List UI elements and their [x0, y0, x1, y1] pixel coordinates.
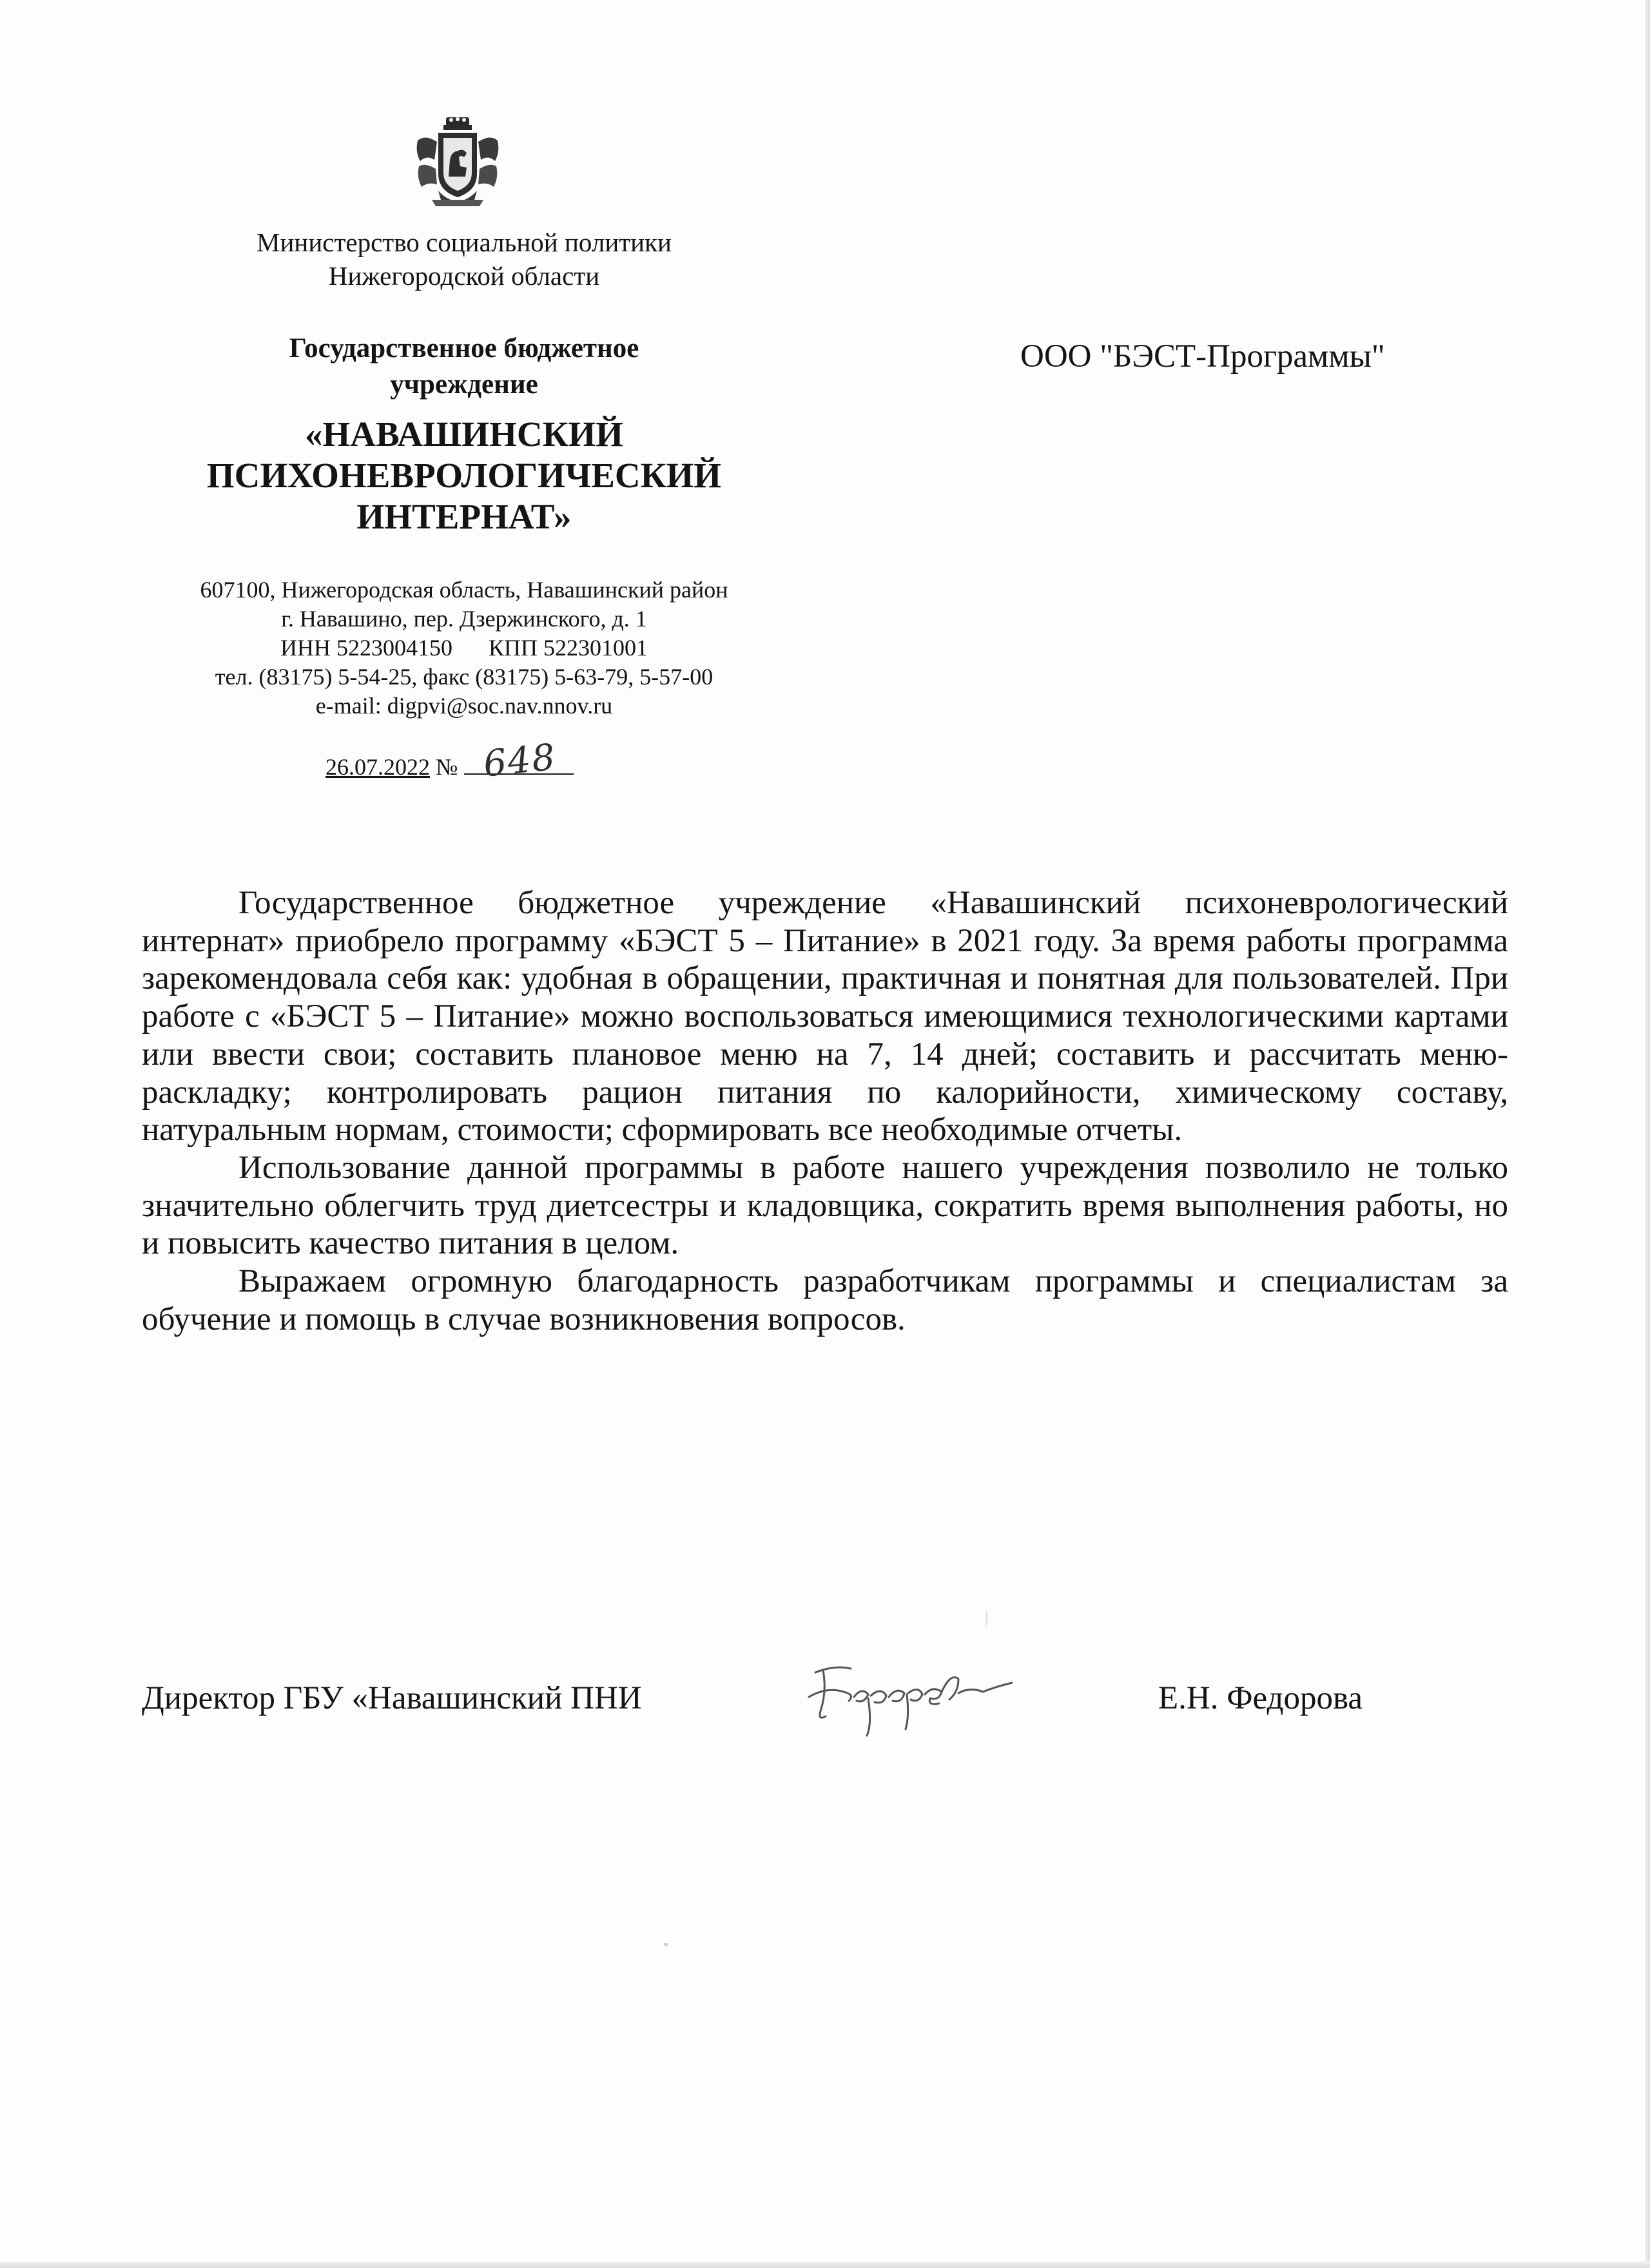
org-name-line: ИНТЕРНАТ» — [356, 497, 572, 536]
document-date: 26.07.2022 — [325, 754, 430, 780]
scan-mark — [986, 1611, 987, 1625]
body-paragraph: Использование данной программы в работе нашего учреждения позволило не только значительно облегчить труд диетсестры и кладовщика, сократить время выполнения работы, но и повысить качество питания в целом. — [142, 1149, 1508, 1262]
ministry-heading — [142, 226, 786, 293]
org-name-line: ПСИХОНЕВРОЛОГИЧЕСКИЙ — [206, 456, 722, 495]
phone-line: тел. (83175) 5-54-25, факс (83175) 5-63-79, 5-57-00 — [215, 664, 713, 690]
org-type-line: Государственное бюджетное — [289, 333, 639, 363]
org-type-line: учреждение — [390, 369, 538, 400]
tax-ids — [142, 634, 786, 663]
body-paragraph: Государственное бюджетное учреждение «Навашинский психоневрологический интернат» приобрело программу «БЭСТ 5 – Питание» в 2021 году. За время работы программа зарекомендовала себя как: удобная в обращении, практичная и понятная для пользователей. При работе с «БЭСТ 5 – Питание» можно воспользоваться имеющимися технологическими картами или ввести свои; составить плановое меню на 7, 14 дней; составить и рассчитать меню-раскладку; контролировать рацион питания по калорийности, химическому составу, натуральным нормам, стоимости; сформировать все необходимые отчеты. — [142, 885, 1508, 1149]
signatory-title: Директор ГБУ «Навашинский ПНИ — [142, 1680, 642, 1716]
page-edge-shadow — [1645, 0, 1650, 2268]
ministry-line: Министерство социальной политики — [257, 228, 672, 257]
handwritten-registration-number: 648 — [481, 736, 558, 786]
email-line: e-mail: digpvi@soc.nav.nnov.ru — [315, 693, 613, 719]
address-line: г. Навашино, пер. Дзержинского, д. 1 — [281, 606, 647, 632]
signatory-name: Е.Н. Федорова — [1158, 1680, 1363, 1716]
region-line: Нижегородской области — [328, 261, 600, 291]
number-label: № — [436, 754, 458, 780]
kpp-text: КПП 522301001 — [488, 635, 648, 661]
address-line: 607100, Нижегородская область, Навашинский район — [200, 577, 728, 603]
organization-name — [142, 414, 786, 538]
letter-body — [142, 884, 1508, 1338]
organization-contacts — [142, 576, 786, 721]
organization-type — [142, 331, 786, 403]
handwritten-signature — [790, 1647, 1034, 1743]
recipient: ООО "БЭСТ-Программы" — [1020, 338, 1385, 374]
inn-text: ИНН 5223004150 — [280, 635, 452, 661]
body-paragraph: Выражаем огромную благодарность разработчикам программы и специалистам за обучение и помощь в случае возникновения вопросов. — [142, 1263, 1508, 1337]
org-name-line: «НАВАШИНСКИЙ — [304, 414, 624, 454]
page-bottom-shadow — [0, 2262, 1650, 2268]
scan-speck — [664, 1943, 668, 1946]
coat-of-arms-icon — [412, 115, 503, 211]
